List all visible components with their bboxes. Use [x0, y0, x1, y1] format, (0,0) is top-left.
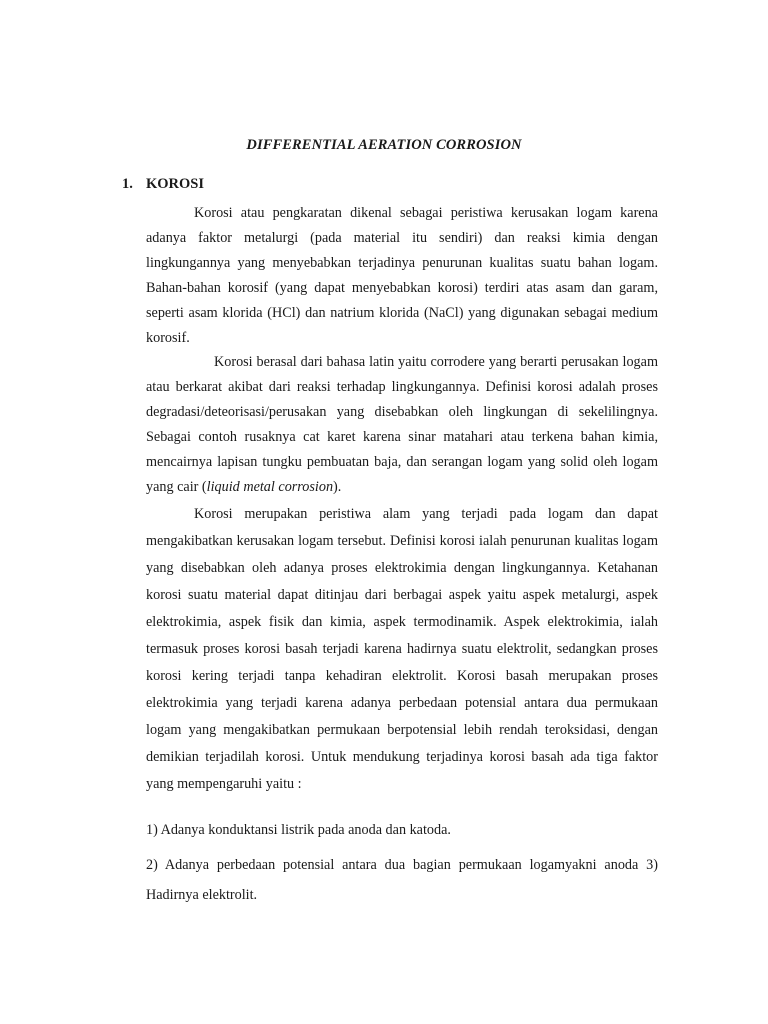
list-item: 2) Adanya perbedaan potensial antara dua bagian permukaan logamyakni anoda 3) Hadirnya elektrolit.	[146, 857, 658, 903]
paragraph-2	[146, 350, 658, 500]
section-heading-text: KOROSI	[146, 176, 205, 192]
section-number: 1.	[122, 176, 133, 192]
paragraph-1: Korosi atau pengkaratan dikenal sebagai peristiwa kerusakan logam karena adanya faktor metalurgi (pada material itu sendiri) dan reaksi kimia dengan lingkungannya yang menyebabkan terjadinya penurunan kualitas suatu bahan logam. Bahan-bahan korosif (yang dapat menyebabkan korosi) terdiri atas asam dan garam, seperti asam klorida (HCl) dan natrium klorida (NaCl) yang digunakan sebagai medium korosif.	[146, 205, 658, 346]
paragraph-2-italic-term: liquid metal corrosion	[206, 479, 334, 495]
list-item: 1) Adanya konduktansi listrik pada anoda dan katoda.	[146, 822, 451, 838]
document-title: DIFFERENTIAL AERATION CORROSION	[246, 137, 522, 153]
section-heading	[122, 176, 204, 193]
paragraph-2-text-end: ).	[333, 479, 342, 495]
paragraph-2-text: Korosi berasal dari bahasa latin yaitu corrodere yang berarti perusakan logam atau berkarat akibat dari reaksi terhadap lingkungannya. Definisi korosi adalah proses degradasi/deteorisasi/perusakan yang disebabkan oleh lingkungan di sekelilingnya. Sebagai contoh rusaknya cat karet karena sinar matahari atau terkena bahan kimia, mencairnya lapisan tungku pembuatan baja, dan serangan logam yang solid oleh logam yang cair (	[146, 354, 658, 495]
paragraph-3: Korosi merupakan peristiwa alam yang terjadi pada logam dan dapat mengakibatkan kerusakan logam tersebut. Definisi korosi ialah penurunan kualitas logam yang disebabkan oleh adanya proses elektrokimia dengan lingkungannya. Ketahanan korosi suatu material dapat ditinjau dari berbagai aspek yaitu aspek metalurgi, aspek elektrokimia, aspek fisik dan kimia, aspek termodinamik. Aspek elektrokimia, ialah termasuk proses korosi basah terjadi karena hadirnya suatu elektrolit, sedangkan proses korosi kering terjadi tanpa kehadiran elektrolit. Korosi basah merupakan proses elektrokimia yang terjadi karena adanya perbedaan potensial antara dua permukaan logam yang mengakibatkan permukaan berpotensial lebih rendah teroksidasi, dengan demikian terjadilah korosi. Untuk mendukung terjadinya korosi basah ada tiga faktor yang mempengaruhi yaitu :	[146, 506, 658, 792]
